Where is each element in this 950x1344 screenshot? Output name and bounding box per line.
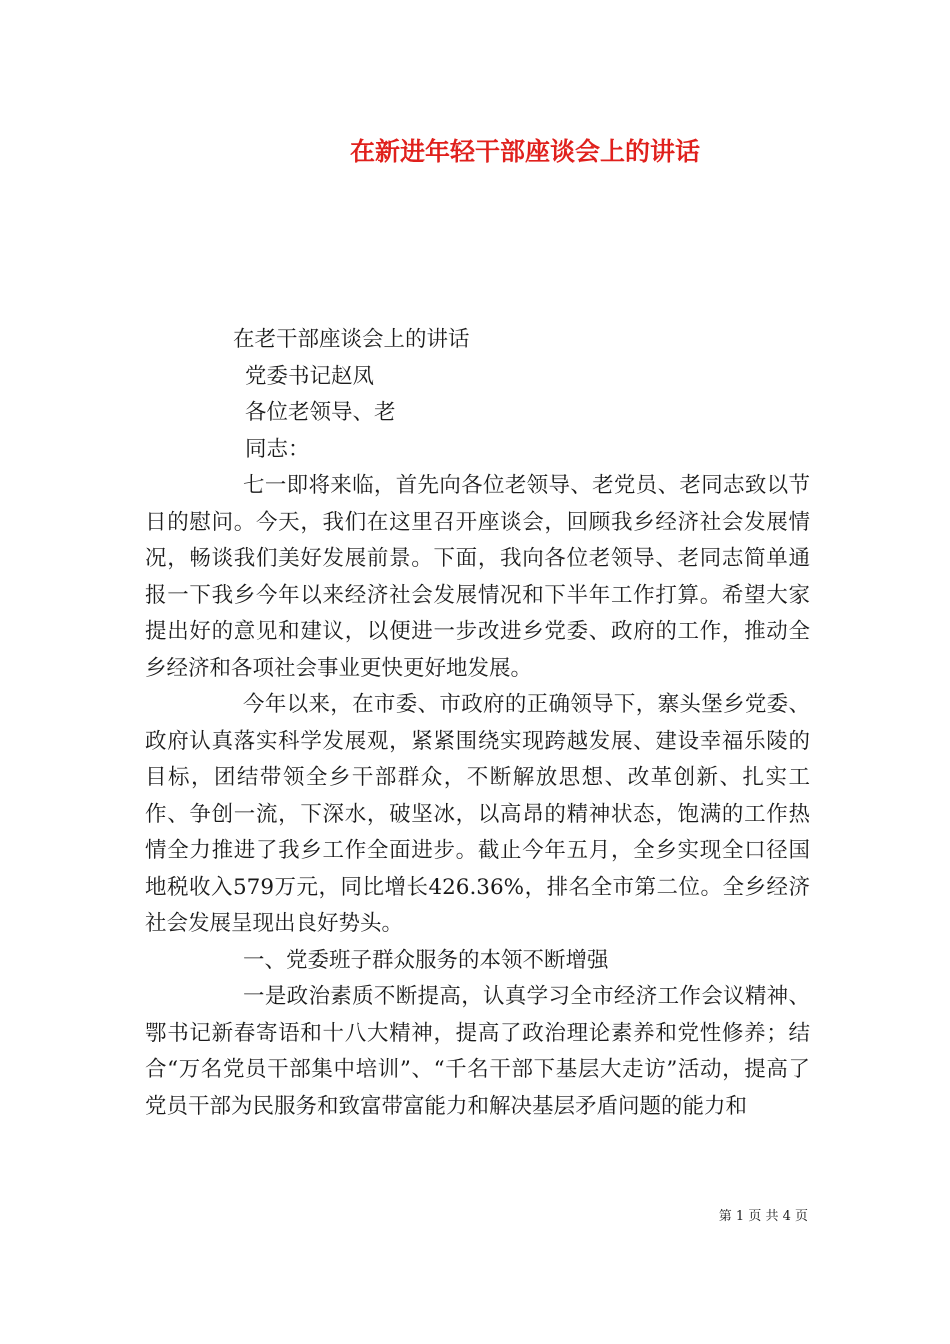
paragraph-opening: 七一即将来临，首先向各位老领导、老党员、老同志致以节日的慰问。今天，我们在这里召开座谈会，回顾我乡经济社会发展情况，畅谈我们美好发展前景。下面，我向各位老领导、老同志简单通报一下我乡今年以来经济社会发展情况和下半年工作打算。希望大家提出好的意见和建议，以便进一步改进乡党委、政府的工作，推动全乡经济和各项社会事业更快更好地发展。 xyxy=(145,473,810,681)
speech-heading: 在老干部座谈会上的讲话 xyxy=(233,327,470,352)
paragraph-political: 一是政治素质不断提高，认真学习全市经济工作会议精神、鄂书记新春寄语和十八大精神，提高了政治理论素养和党性修养；结合“万名党员干部集中培训”、“千名干部下基层大走访”活动，提高了党员干部为民服务和致富带富能力和解决基层矛盾问题的能力和 xyxy=(145,984,810,1119)
paragraph-overview: 今年以来，在市委、市政府的正确领导下，寨头堡乡党委、政府认真落实科学发展观，紧紧围绕实现跨越发展、建设幸福乐陵的目标，团结带领全乡干部群众，不断解放思想、改革创新、扎实工作、争创一流，下深水，破坚冰，以高昂的精神状态，饱满的工作热情全力推进了我乡工作全面进步。截止今年五月，全乡实现全口径国地税收入579万元，同比增长426.36%，排名全市第二位。全乡经济社会发展呈现出良好势头。 xyxy=(145,692,810,936)
section-heading: 一、党委班子群众服务的本领不断增强 xyxy=(243,947,609,973)
salutation-line: 各位老领导、老 xyxy=(245,400,396,425)
document-body xyxy=(145,322,810,1125)
speaker-line: 党委书记赵凤 xyxy=(245,363,375,389)
salutation-line-2: 同志： xyxy=(245,436,310,462)
page-indicator: 第 1 页 共 4 页 xyxy=(718,1209,808,1224)
document-title: 在新进年轻干部座谈会上的讲话 xyxy=(349,137,700,166)
